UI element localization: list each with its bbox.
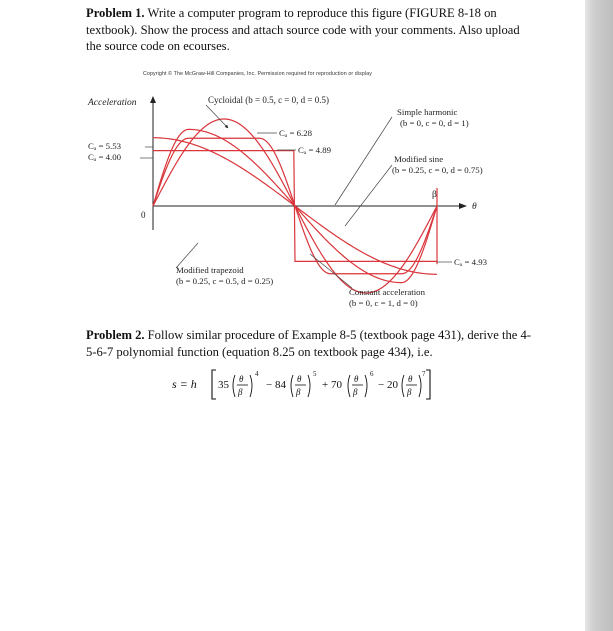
eq-theta-4: θ (408, 374, 413, 384)
modified-sine-leader (345, 165, 392, 226)
modified-sine-params: (b = 0.25, c = 0, d = 0.75) (392, 165, 483, 175)
ca-489-label: Cₐ = 4.89 (298, 145, 332, 155)
eq-lhs: s = h (172, 377, 197, 391)
eq-beta-3: β (353, 387, 358, 397)
ca-553-label: Cₐ = 5.53 (88, 141, 122, 151)
problem-1-heading: Problem 1. (86, 6, 145, 20)
eq-right-bracket (426, 370, 430, 399)
y-axis-label: Acceleration (88, 98, 137, 108)
modified-trapezoid-label: Modified trapezoid (176, 265, 244, 275)
eq-theta-2: θ (297, 374, 302, 384)
eq-left-bracket (212, 370, 216, 399)
modified-trapezoid-params: (b = 0.25, c = 0.5, d = 0.25) (176, 276, 274, 286)
eq-beta-4: β (407, 387, 412, 397)
constant-acceleration-leader (310, 254, 352, 288)
eq-coef-2: − 84 (266, 379, 286, 391)
problem-2-heading: Problem 2. (86, 328, 145, 342)
beta-label: β (432, 190, 437, 200)
modified-sine-label: Modified sine (394, 154, 444, 164)
constant-acceleration-label: Constant acceleration (349, 287, 425, 297)
eq-exp-1: 4 (255, 370, 259, 378)
eq-theta-1: θ (239, 374, 244, 384)
y-axis-arrow-icon (150, 96, 156, 103)
x-axis-label: θ (472, 202, 477, 212)
constant-acceleration-params: (b = 0, c = 1, d = 0) (349, 298, 418, 308)
eq-coef-3: + 70 (322, 379, 342, 391)
figure-copyright: Copyright © The McGraw-Hill Companies, Inc. Permission required for reproduction or display (143, 71, 372, 77)
problem-2-paragraph (86, 327, 531, 360)
cycloidal-leader (206, 105, 228, 128)
simple-harmonic-params: (b = 0, c = 0, d = 1) (400, 118, 469, 128)
eq-exp-2: 5 (313, 370, 317, 378)
eq-beta-2: β (296, 387, 301, 397)
eq-beta-1: β (238, 387, 243, 397)
ca-400-label: Cₐ = 4.00 (88, 152, 122, 162)
eq-coef-4: − 20 (378, 379, 398, 391)
eq-coef-1: 35 (218, 379, 229, 391)
ca-493-label: Cₐ = 4.93 (454, 257, 488, 267)
cycloidal-label: Cycloidal (b = 0.5, c = 0, d = 0.5) (208, 95, 329, 105)
x-axis-arrow-icon (459, 203, 467, 209)
eq-exp-4: 7 (422, 370, 426, 378)
problem-1-text: Write a computer program to reproduce this figure (FIGURE 8-18 on textbook). Show the process and attach source code with your comments. Also upload the source code on ecourses. (86, 6, 520, 53)
origin-label: 0 (141, 210, 146, 220)
problem-2-text: Follow similar procedure of Example 8-5 (textbook page 431), derive the 4-5-6-7 polynomial function (equation 8.25 on textbook page 434), i.e. (86, 328, 531, 359)
eq-exp-3: 6 (370, 370, 374, 378)
simple-harmonic-leader (335, 117, 392, 205)
polynomial-equation (172, 366, 432, 402)
ca-628-label: Cₐ = 6.28 (279, 128, 313, 138)
eq-theta-3: θ (354, 374, 359, 384)
simple-harmonic-label: Simple harmonic (397, 107, 458, 117)
